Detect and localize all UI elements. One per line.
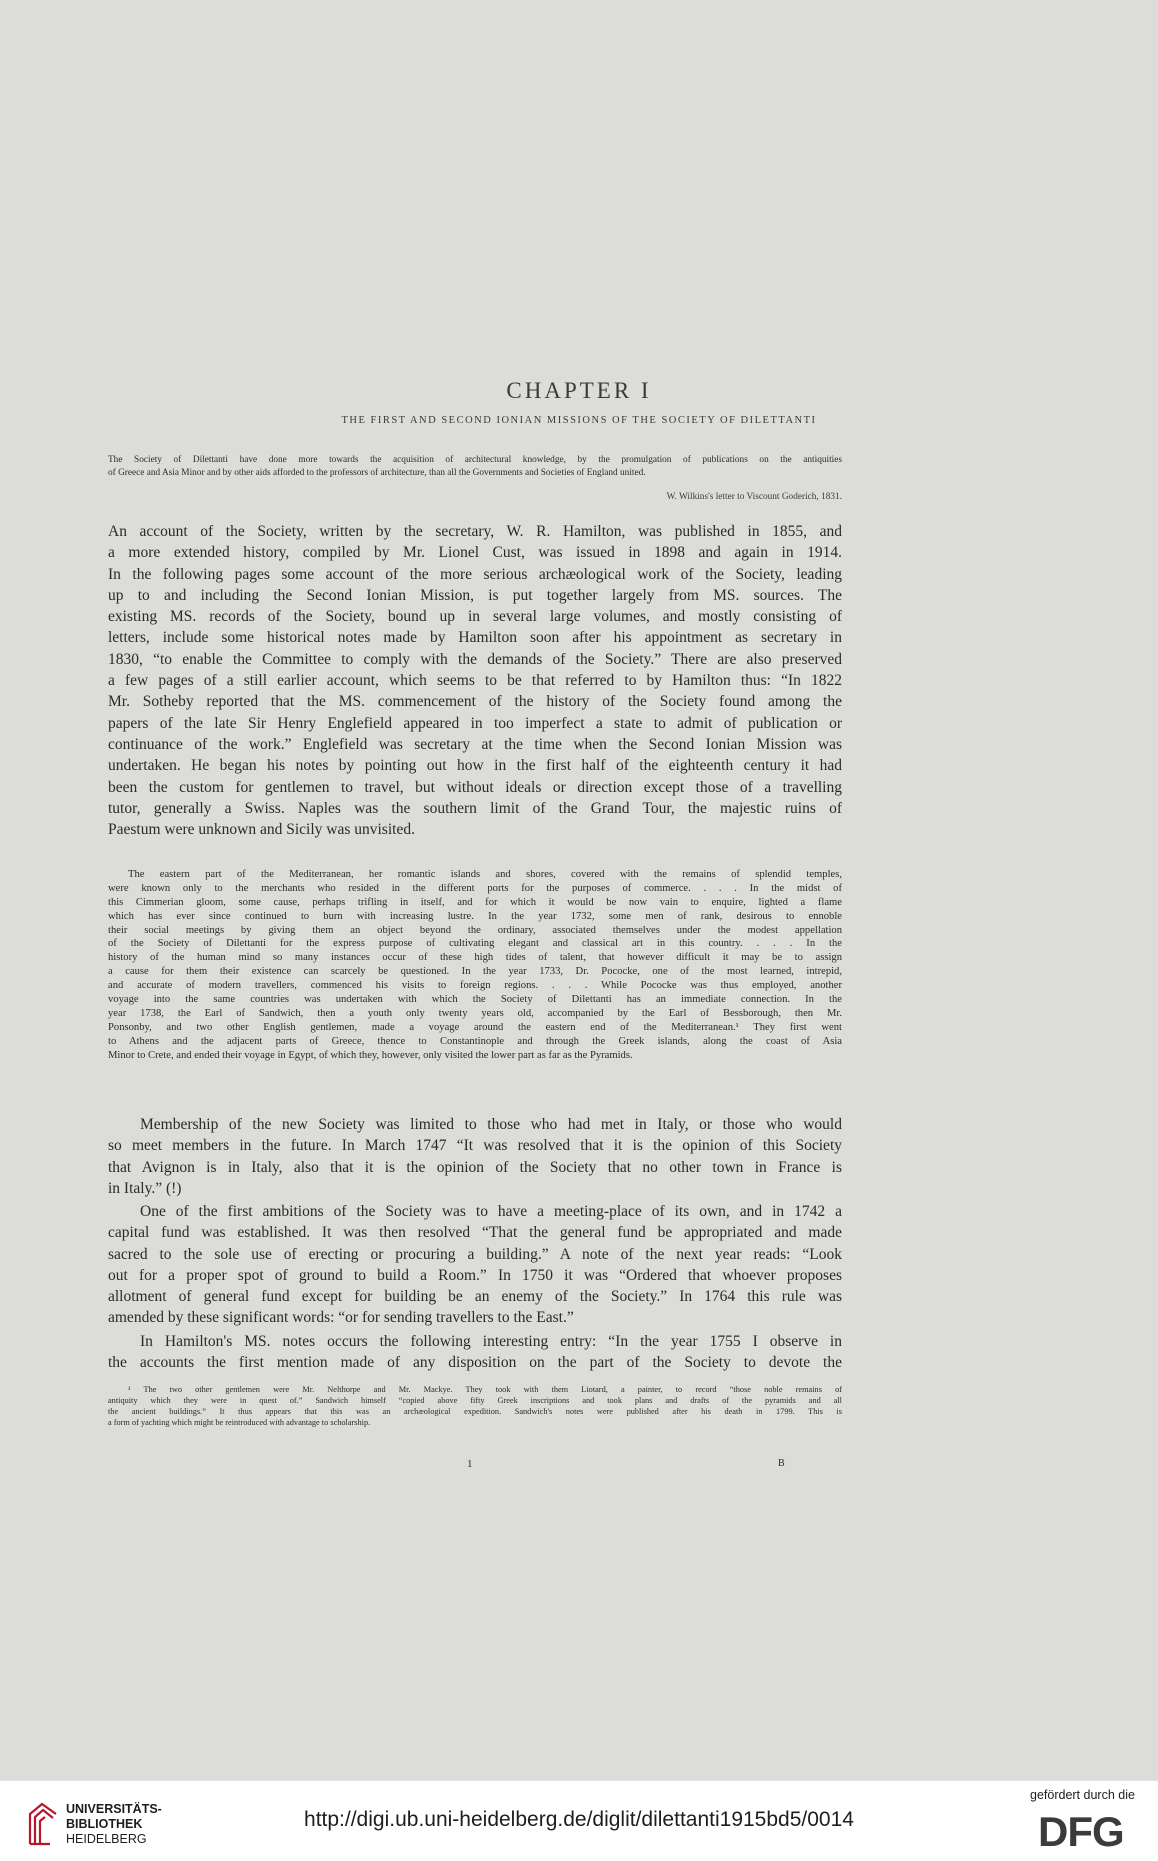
quote-line: of the Society of Dilettanti for the express purpose of cultivating elegant and classical art in this country. . . . In the — [108, 938, 842, 950]
quote-line: which has ever since continued to burn with increasing lustre. In the year 1732, some men of rank, desirous to ennoble — [108, 910, 842, 922]
footnote-line: a form of yachting which might be reintroduced with advantage to scholarship. — [108, 1418, 371, 1427]
text-line: An account of the Society, written by the secretary, W. R. Hamilton, was published in 1855, and — [108, 523, 842, 540]
text-line: out for a proper spot of ground to build a Room.” In 1750 it was “Ordered that whoever proposes — [108, 1266, 842, 1284]
paragraph-1 — [108, 521, 842, 840]
quote-line: year 1738, the Earl of Sandwich, then a youth only twenty years old, accompanied by the Earl of Bessborough, then Mr. — [108, 1007, 842, 1019]
text-line: In Hamilton's MS. notes occurs the following interesting entry: “In the year 1755 I observe in — [140, 1333, 842, 1350]
quote-line: a cause for them their existence can scarcely be questioned. In the year 1733, Dr. Pococke, one of the most learned, intrepid, — [108, 966, 842, 978]
quote-line: their social meetings by giving them an object beyond the ordinary, associated themselves under the modest appellation — [108, 924, 842, 936]
text-line: papers of the late Sir Henry Englefield appeared in too imperfect a state to admit of publication or — [108, 714, 842, 732]
text-line: the accounts the first mention made of any disposition on the part of the Society to devote the — [108, 1354, 842, 1372]
text-line: amended by these significant words: “or for sending travellers to the East.” — [108, 1309, 574, 1327]
text-line: undertaken. He began his notes by pointing out how in the first half of the eighteenth century it had — [108, 757, 842, 775]
institution-line: UNIVERSITÄTS- — [66, 1802, 162, 1816]
epigraph — [108, 454, 842, 479]
text-line: so meet members in the future. In March 1747 “It was resolved that it is the opinion of this Society — [108, 1137, 842, 1155]
institution-line: HEIDELBERG — [66, 1832, 147, 1846]
text-line: tutor, generally a Swiss. Naples was the southern limit of the Grand Tour, the majestic ruins of — [108, 799, 842, 817]
text-line: been the custom for gentlemen to travel, but without ideals or direction except those of a travelling — [108, 778, 842, 796]
block-quote — [108, 868, 842, 1062]
paragraph-2 — [108, 1114, 842, 1199]
funder-label: gefördert durch die — [1030, 1788, 1135, 1802]
footnote-line: the ancient buildings.” It thus appears that this was an archæological expedition. Sandwich's notes were published after his death in 1799. This is — [108, 1407, 842, 1416]
quote-line: The eastern part of the Mediterranean, her romantic islands and shores, covered with the remains of splendid temples, — [128, 869, 842, 880]
epigraph-attribution: W. Wilkins's letter to Viscount Goderich, 1831. — [666, 492, 842, 502]
text-line: up to and including the Second Ionian Mission, is put together largely from MS. sources. The — [108, 586, 842, 604]
signature-mark: B — [778, 1458, 785, 1469]
page-url-link[interactable]: http://digi.ub.uni-heidelberg.de/diglit/dilettanti1915bd5/0014 — [304, 1808, 854, 1831]
dfg-logo-text: DFG — [1038, 1810, 1124, 1850]
dfg-logo-icon[interactable] — [1036, 1810, 1146, 1850]
text-line: capital fund was established. It was then resolved “That the general fund be appropriated and made — [108, 1224, 842, 1242]
chapter-title: CHAPTER I — [506, 378, 652, 403]
text-line: Mr. Sotheby reported that the MS. commencement of the history of the Society found among the — [108, 693, 842, 711]
footnote-line: ¹ The two other gentlemen were Mr. Nelthorpe and Mr. Mackye. They took with them Liotard, a painter, to record “those noble remains of — [128, 1385, 842, 1394]
text-line: letters, include some historical notes made by Hamilton soon after his appointment as secretary in — [108, 629, 842, 647]
text-line: Paestum were unknown and Sicily was unvisited. — [108, 821, 415, 839]
quote-line: Ponsonby, and two other English gentlemen, made a voyage around the eastern end of the Mediterranean.¹ They first went — [108, 1021, 842, 1033]
footnote-line: antiquity which they were in quest of.” Sandwich himself “copied above fifty Greek inscriptions and took plans and drafts of the pyramids and all — [108, 1396, 842, 1405]
epigraph-line: The Society of Dilettanti have done more towards the acquisition of architectural knowledge, by the promulgation of publications on the antiquities — [108, 455, 842, 465]
text-line: existing MS. records of the Society, bound up in several large volumes, and mostly consisting of — [108, 608, 842, 626]
quote-line: this Cimmerian gloom, some cause, perhaps trifling in itself, and for which it would be now vain to enquire, lighted a flame — [108, 896, 842, 908]
paragraph-3 — [108, 1201, 842, 1329]
paragraph-4 — [108, 1331, 842, 1374]
text-line: 1830, “to enable the Committee to comply with the demands of the Society.” There are also preserved — [108, 650, 842, 668]
text-line: Membership of the new Society was limited to those who had met in Italy, or those who would — [140, 1116, 842, 1133]
quote-line: were known only to the merchants who resided in the different ports for the purposes of commerce. . . . In the midst of — [108, 882, 842, 894]
text-line: One of the first ambitions of the Society was to have a meeting-place of its own, and in 1742 a — [140, 1203, 842, 1220]
epigraph-line: of Greece and Asia Minor and by other aids afforded to the professors of architecture, than all the Governments and Societies of England united. — [108, 467, 646, 478]
text-line: that Avignon is in Italy, also that it is the opinion of the Society that no other town in France is — [108, 1158, 842, 1176]
institution-line: BIBLIOTHEK — [66, 1817, 143, 1831]
quote-line: history of the human mind so many instances occur of these high tides of talent, that however difficult it may be to assign — [108, 952, 842, 964]
text-line: continuance of the work.” Englefield was secretary at the time when the Second Ionian Mission was — [108, 735, 842, 753]
text-line: In the following pages some account of the more serious archæological work of the Society, leading — [108, 565, 842, 583]
quote-line: Minor to Crete, and ended their voyage in Egypt, of which they, however, only visited the lower part as far as the Pyramids. — [108, 1049, 633, 1061]
text-line: allotment of general fund except for building be an enemy of the Society.” In 1764 this rule was — [108, 1288, 842, 1306]
quote-line: voyage into the same countries was undertaken with which the Society of Dilettanti has an immediate connection. In the — [108, 994, 842, 1006]
quote-line: to Athens and the adjacent parts of Greece, thence to Constantinople and through the Greek islands, along the coast of Asia — [108, 1035, 842, 1047]
text-line: a few pages of a still earlier account, which seems to be that referred to by Hamilton thus: “In 1822 — [108, 672, 842, 690]
footnote — [108, 1384, 842, 1428]
text-line: a more extended history, compiled by Mr. Lionel Cust, was issued in 1898 and again in 1914. — [108, 544, 842, 562]
chapter-subtitle: THE FIRST AND SECOND IONIAN MISSIONS OF THE SOCIETY OF DILETTANTI — [341, 415, 817, 426]
page-number: 1 — [467, 1458, 473, 1470]
quote-line: and accurate of modern travellers, commenced his visits to foreign regions. . . . While Pococke was thus employed, another — [108, 980, 842, 992]
text-line: in Italy.” (!) — [108, 1179, 182, 1197]
text-line: sacred to the sole use of erecting or procuring a building.” A note of the next year reads: “Look — [108, 1245, 842, 1263]
